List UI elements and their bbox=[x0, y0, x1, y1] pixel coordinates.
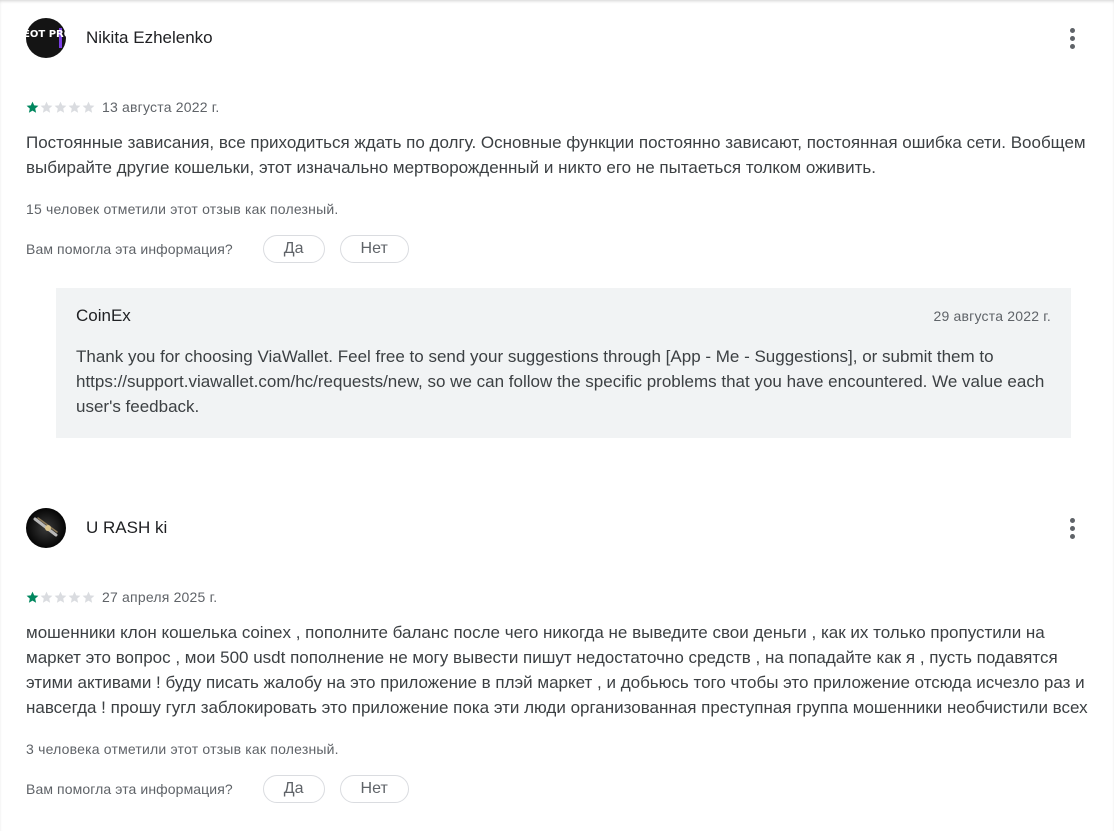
helpful-row bbox=[26, 233, 1102, 265]
more-vert-icon[interactable] bbox=[1060, 516, 1084, 540]
star-empty-icon bbox=[54, 101, 67, 114]
star-filled-icon bbox=[26, 101, 39, 114]
rating-row bbox=[26, 589, 1102, 605]
reply-date: 29 августа 2022 г. bbox=[933, 308, 1051, 324]
helpful-count: 3 человека отметили этот отзыв как полезный. bbox=[26, 741, 339, 757]
review-card bbox=[15, 18, 1102, 265]
star-empty-icon bbox=[82, 101, 95, 114]
star-empty-icon bbox=[68, 591, 81, 604]
author-name: U RASH ki bbox=[86, 518, 168, 537]
avatar bbox=[15, 18, 73, 58]
reply-header bbox=[76, 305, 1051, 327]
reply-text: Thank you for choosing ViaWallet. Feel free to send your suggestions through [App - Me - Suggestions], or submit them to https://support.viawallet.com/hc/requests/new, so we can follow the specific problems that you have encountered. We value each user's feedback. bbox=[76, 347, 1045, 416]
reply-author: CoinEx bbox=[76, 306, 131, 325]
helpful-yes-button[interactable]: Да bbox=[263, 775, 325, 803]
helpful-yes-button[interactable]: Да bbox=[263, 235, 325, 263]
helpful-no-button[interactable]: Нет bbox=[340, 775, 409, 803]
star-empty-icon bbox=[82, 591, 95, 604]
developer-reply bbox=[56, 288, 1071, 438]
review-date: 13 августа 2022 г. bbox=[102, 99, 220, 115]
helpful-question: Вам помогла эта информация? bbox=[26, 241, 233, 257]
helpful-question: Вам помогла эта информация? bbox=[26, 781, 233, 797]
review-card bbox=[26, 508, 1102, 805]
avatar-logo-text: СЕОТ PRO bbox=[15, 29, 73, 40]
avatar-photo-icon bbox=[26, 508, 66, 548]
review-header bbox=[26, 508, 1102, 548]
star-empty-icon bbox=[40, 101, 53, 114]
avatar-logo-icon bbox=[15, 18, 73, 58]
star-empty-icon bbox=[40, 591, 53, 604]
author-name: Nikita Ezhelenko bbox=[86, 28, 213, 47]
avatar bbox=[26, 508, 66, 548]
review-header bbox=[15, 18, 1102, 58]
helpful-no-button[interactable]: Нет bbox=[340, 235, 409, 263]
review-date: 27 апреля 2025 г. bbox=[102, 589, 218, 605]
rating-row bbox=[26, 99, 1102, 115]
star-empty-icon bbox=[54, 591, 67, 604]
review-text: мошенники клон кошелька coinex , пополните баланс после чего никогда не выведите свои деньги , как их только пропустили на маркет это вопрос , мои 500 usdt пополнение не могу вывести пишут недостаточно средств , на попадайте как я , пусть подавятся этими активами ! буду писать жалобу на это приложение в плэй маркет , и добьюсь того чтобы это приложение отсюда исчезло раз и навсегда ! прошу гугл заблокировать это приложение пока эти люди организованная преступная группа мошенники необчистили всех bbox=[26, 623, 1088, 717]
helpful-row bbox=[26, 773, 1102, 805]
more-vert-icon[interactable] bbox=[1060, 26, 1084, 50]
helpful-count: 15 человек отметили этот отзыв как полезный. bbox=[26, 201, 339, 217]
star-rating bbox=[26, 101, 95, 114]
star-empty-icon bbox=[68, 101, 81, 114]
review-text: Постоянные зависания, все приходиться ждать по долгу. Основные функции постоянно зависают, постоянная ошибка сети. Вообщем выбирайте другие кошельки, этот изначально мертворожденный и никто его не пытаеться толком оживить. bbox=[26, 133, 1086, 177]
star-rating bbox=[26, 591, 95, 604]
star-filled-icon bbox=[26, 591, 39, 604]
